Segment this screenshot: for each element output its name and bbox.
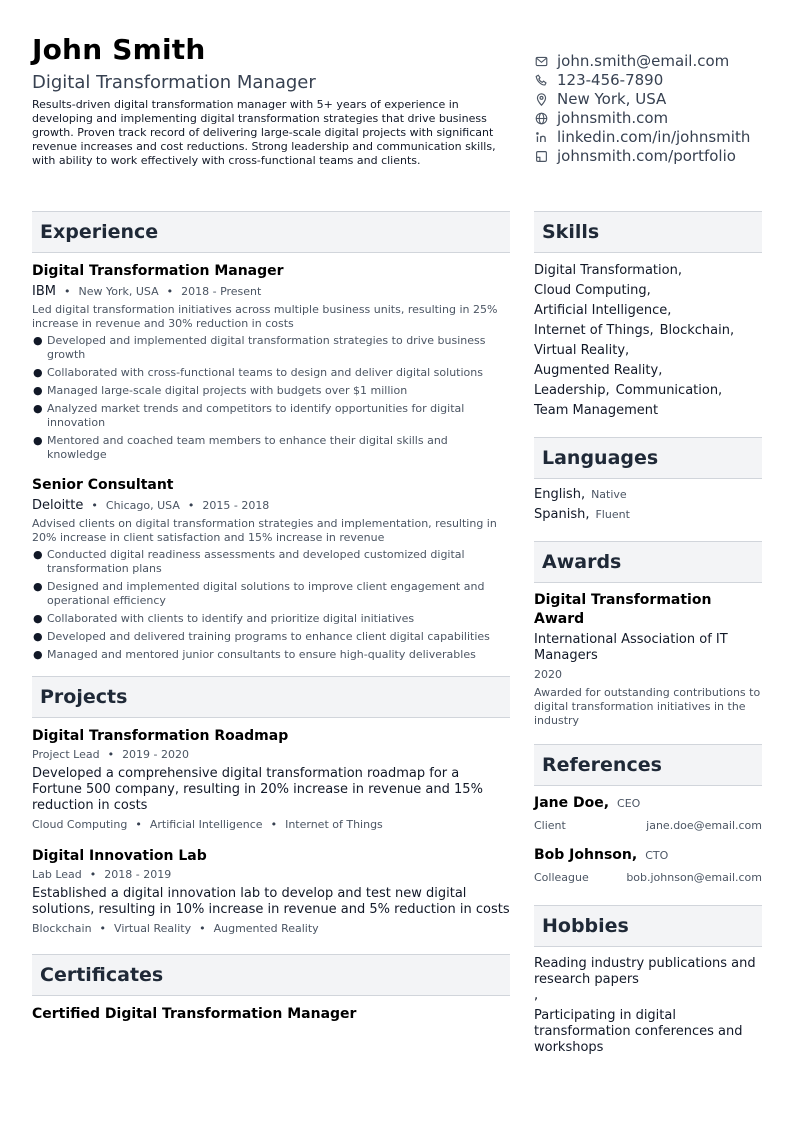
location-icon xyxy=(534,93,548,107)
section-title: Experience xyxy=(40,221,159,243)
separator-dot: • xyxy=(270,818,278,831)
project-tag: Internet of Things xyxy=(285,818,383,831)
bullet-text: Collaborated with clients to identify and prioritize digital initiatives xyxy=(47,612,415,625)
job-location: New York, USA xyxy=(78,285,159,298)
list-item xyxy=(32,580,510,608)
contact-linkedin[interactable] xyxy=(534,128,774,147)
hobby-separator: , xyxy=(534,988,539,1003)
job-bullets xyxy=(32,334,510,462)
phone-icon xyxy=(534,74,548,88)
reference-details xyxy=(534,819,762,833)
skill-row xyxy=(534,341,762,361)
bullet-icon: ● xyxy=(33,612,43,625)
list-item xyxy=(32,402,510,430)
skill-item: Digital Transformation, xyxy=(534,263,682,278)
reference-email[interactable]: jane.doe@email.com xyxy=(646,819,762,832)
skills-header xyxy=(534,211,762,253)
project-tag: Virtual Reality xyxy=(114,922,192,935)
projects-header xyxy=(32,676,510,718)
section-title: Projects xyxy=(40,686,128,708)
reference-relation: Client xyxy=(534,819,566,832)
skill-item: Cloud Computing, xyxy=(534,283,651,298)
skill-item: Team Management xyxy=(534,403,659,418)
language-level: Native xyxy=(591,488,627,501)
separator-dot: • xyxy=(99,922,107,935)
skill-row xyxy=(534,321,762,341)
language-name: Spanish, xyxy=(534,507,590,522)
skill-item: Augmented Reality, xyxy=(534,363,663,378)
skill-item: Virtual Reality, xyxy=(534,343,630,358)
bullet-text: Collaborated with cross-functional teams to design and deliver digital solutions xyxy=(47,366,483,379)
award-organization: International Association of IT Managers xyxy=(534,632,728,663)
reference-role: CTO xyxy=(645,849,669,862)
language-level: Fluent xyxy=(595,508,630,521)
language-item xyxy=(534,485,762,505)
candidate-title: Digital Transformation Manager xyxy=(32,72,316,93)
email-icon xyxy=(534,55,548,69)
project-entry xyxy=(32,847,510,937)
hobby-item: Participating in digital transformation conferences and workshops xyxy=(534,1008,743,1055)
list-item xyxy=(32,630,510,644)
bullet-icon: ● xyxy=(33,384,43,397)
bullet-text: Managed large-scale digital projects with budgets over $1 million xyxy=(47,384,408,397)
list-item xyxy=(32,384,510,398)
job-location: Chicago, USA xyxy=(105,499,180,512)
separator-dot: • xyxy=(166,285,174,298)
project-dates: 2019 - 2020 xyxy=(122,748,190,761)
skill-row xyxy=(534,261,762,281)
summary: Results-driven digital transformation manager with 5+ years of experience in developing and implementing digital transformation strategies that drive business growth. Proven track record of delivering large-scale digital projects with significant revenue increases and cost reductions. Strong leadership and communication skills, with ability to work effectively with cross-functional teams and clients. xyxy=(32,98,496,167)
job-meta xyxy=(32,284,510,300)
project-tag: Cloud Computing xyxy=(32,818,128,831)
bullet-text: Managed and mentored junior consultants to ensure high-quality deliverables xyxy=(47,648,476,661)
skill-item: Blockchain, xyxy=(659,323,735,338)
section-title: Skills xyxy=(542,221,600,243)
project-description: Developed a comprehensive digital transformation roadmap for a Fortune 500 company, resulting in 20% increase in revenue and 15% reduction in costs xyxy=(32,766,483,813)
skill-row xyxy=(534,281,762,301)
separator-dot: • xyxy=(199,922,206,935)
project-meta xyxy=(32,747,510,763)
bullet-text: Developed and delivered training programs to enhance client digital capabilities xyxy=(47,630,490,643)
skill-item: Leadership, xyxy=(534,383,610,398)
project-description: Established a digital innovation lab to develop and test new digital solutions, resulting in 10% increase in revenue and 5% reduction in costs xyxy=(32,886,510,917)
bullet-icon: ● xyxy=(33,366,43,379)
company-name: IBM xyxy=(32,284,56,299)
award-year: 2020 xyxy=(534,668,562,681)
job-meta xyxy=(32,498,510,514)
reference-email[interactable]: bob.johnson@email.com xyxy=(626,871,762,884)
reference-entry xyxy=(534,846,762,885)
linkedin-icon xyxy=(534,131,548,145)
list-item xyxy=(32,366,510,380)
certificate-title: Certified Digital Transformation Manager xyxy=(32,1006,357,1022)
portfolio-icon xyxy=(534,150,548,164)
project-tag: Artificial Intelligence xyxy=(149,818,263,831)
skill-item: Communication, xyxy=(615,383,723,398)
bullet-text: Designed and implemented digital solutions to improve client engagement and operational efficiency xyxy=(47,580,485,607)
bullet-icon: ● xyxy=(33,648,43,661)
company-name: Deloitte xyxy=(32,498,84,513)
project-tags xyxy=(32,817,510,833)
job-description: Advised clients on digital transformation strategies and implementation, resulting in 20% increase in client satisfaction and 15% increase in revenue xyxy=(32,517,497,544)
job-description: Led digital transformation initiatives across multiple business units, resulting in 25% increase in revenue and 30% reduction in costs xyxy=(32,303,498,330)
hobby-item: Reading industry publications and research papers xyxy=(534,956,756,987)
bullet-icon: ● xyxy=(33,580,43,593)
award-entry xyxy=(534,591,762,728)
reference-heading xyxy=(534,794,762,813)
section-title: Hobbies xyxy=(542,915,629,937)
separator-dot: • xyxy=(107,748,115,761)
candidate-name: John Smith xyxy=(32,33,206,66)
skills-list xyxy=(534,261,762,421)
skill-row xyxy=(534,381,762,401)
award-description: Awarded for outstanding contributions to digital transformation initiatives in the industry xyxy=(534,686,761,727)
section-title: References xyxy=(542,754,662,776)
bullet-text: Analyzed market trends and competitors to identify opportunities for digital innovation xyxy=(47,402,465,429)
project-title: Digital Transformation Roadmap xyxy=(32,728,289,744)
contact-phone[interactable] xyxy=(534,71,774,90)
project-tag: Augmented Reality xyxy=(213,922,319,935)
skill-item: Artificial Intelligence, xyxy=(534,303,672,318)
job-dates: 2018 - Present xyxy=(181,285,262,298)
contact-email[interactable] xyxy=(534,52,774,71)
language-name: English, xyxy=(534,487,586,502)
job-bullets xyxy=(32,548,510,662)
job-dates: 2015 - 2018 xyxy=(202,499,270,512)
section-title: Languages xyxy=(542,447,659,469)
project-role: Lab Lead xyxy=(32,868,82,881)
reference-name: Jane Doe, xyxy=(534,795,610,811)
skill-row xyxy=(534,301,762,321)
project-tags xyxy=(32,921,510,937)
list-item xyxy=(32,612,510,626)
languages-header xyxy=(534,437,762,479)
job-entry xyxy=(32,476,510,662)
list-item xyxy=(32,334,510,362)
bullet-icon: ● xyxy=(33,334,43,347)
reference-relation: Colleague xyxy=(534,871,589,884)
left-column xyxy=(32,211,510,1023)
section-title: Certificates xyxy=(40,964,164,986)
hobbies-header xyxy=(534,905,762,947)
reference-name: Bob Johnson, xyxy=(534,847,638,863)
reference-role: CEO xyxy=(617,797,641,810)
list-item xyxy=(32,434,510,462)
project-meta xyxy=(32,867,510,883)
language-item xyxy=(534,505,762,525)
hobbies-list xyxy=(534,956,762,1056)
job-title: Senior Consultant xyxy=(32,477,174,493)
separator-dot: • xyxy=(63,285,71,298)
job-entry xyxy=(32,262,510,462)
skill-item: Internet of Things, xyxy=(534,323,654,338)
separator-dot: • xyxy=(91,499,98,512)
bullet-icon: ● xyxy=(33,548,43,561)
bullet-icon: ● xyxy=(33,630,43,643)
contact-portfolio[interactable] xyxy=(534,147,774,166)
certificates-header xyxy=(32,954,510,996)
list-item xyxy=(32,548,510,576)
contact-website[interactable] xyxy=(534,109,774,128)
globe-icon xyxy=(534,112,548,126)
bullet-text: Mentored and coached team members to enhance their digital skills and knowledge xyxy=(47,434,448,461)
skill-row xyxy=(534,361,762,381)
bullet-icon: ● xyxy=(33,434,43,447)
bullet-icon: ● xyxy=(33,402,43,415)
languages-list xyxy=(534,485,762,525)
separator-dot: • xyxy=(187,499,195,512)
section-title: Awards xyxy=(542,551,622,573)
experience-header xyxy=(32,211,510,253)
contact-website-text: johnsmith.com xyxy=(557,109,669,127)
project-entry xyxy=(32,727,510,833)
project-title: Digital Innovation Lab xyxy=(32,848,207,864)
bullet-text: Conducted digital readiness assessments and developed customized digital transformation plans xyxy=(47,548,465,575)
separator-dot: • xyxy=(135,818,142,831)
contact-location xyxy=(534,90,774,109)
right-column xyxy=(534,211,762,1056)
references-header xyxy=(534,744,762,786)
awards-header xyxy=(534,541,762,583)
contact-linkedin-text: linkedin.com/in/johnsmith xyxy=(557,128,751,146)
reference-entry xyxy=(534,794,762,833)
project-dates: 2018 - 2019 xyxy=(104,868,172,881)
reference-details xyxy=(534,871,762,885)
skill-row xyxy=(534,401,762,421)
bullet-text: Developed and implemented digital transformation strategies to drive business growth xyxy=(47,334,486,361)
contact-email-text: john.smith@email.com xyxy=(557,52,730,70)
award-title: Digital Transformation Award xyxy=(534,592,712,627)
project-tag: Blockchain xyxy=(32,922,92,935)
list-item xyxy=(32,648,510,662)
contact-phone-text: 123-456-7890 xyxy=(557,71,664,89)
job-title: Digital Transformation Manager xyxy=(32,263,284,279)
project-role: Project Lead xyxy=(32,748,100,761)
contact-location-text: New York, USA xyxy=(557,90,667,108)
separator-dot: • xyxy=(89,868,97,881)
reference-heading xyxy=(534,846,762,865)
contact-portfolio-text: johnsmith.com/portfolio xyxy=(557,147,736,165)
contact-list xyxy=(534,52,774,166)
